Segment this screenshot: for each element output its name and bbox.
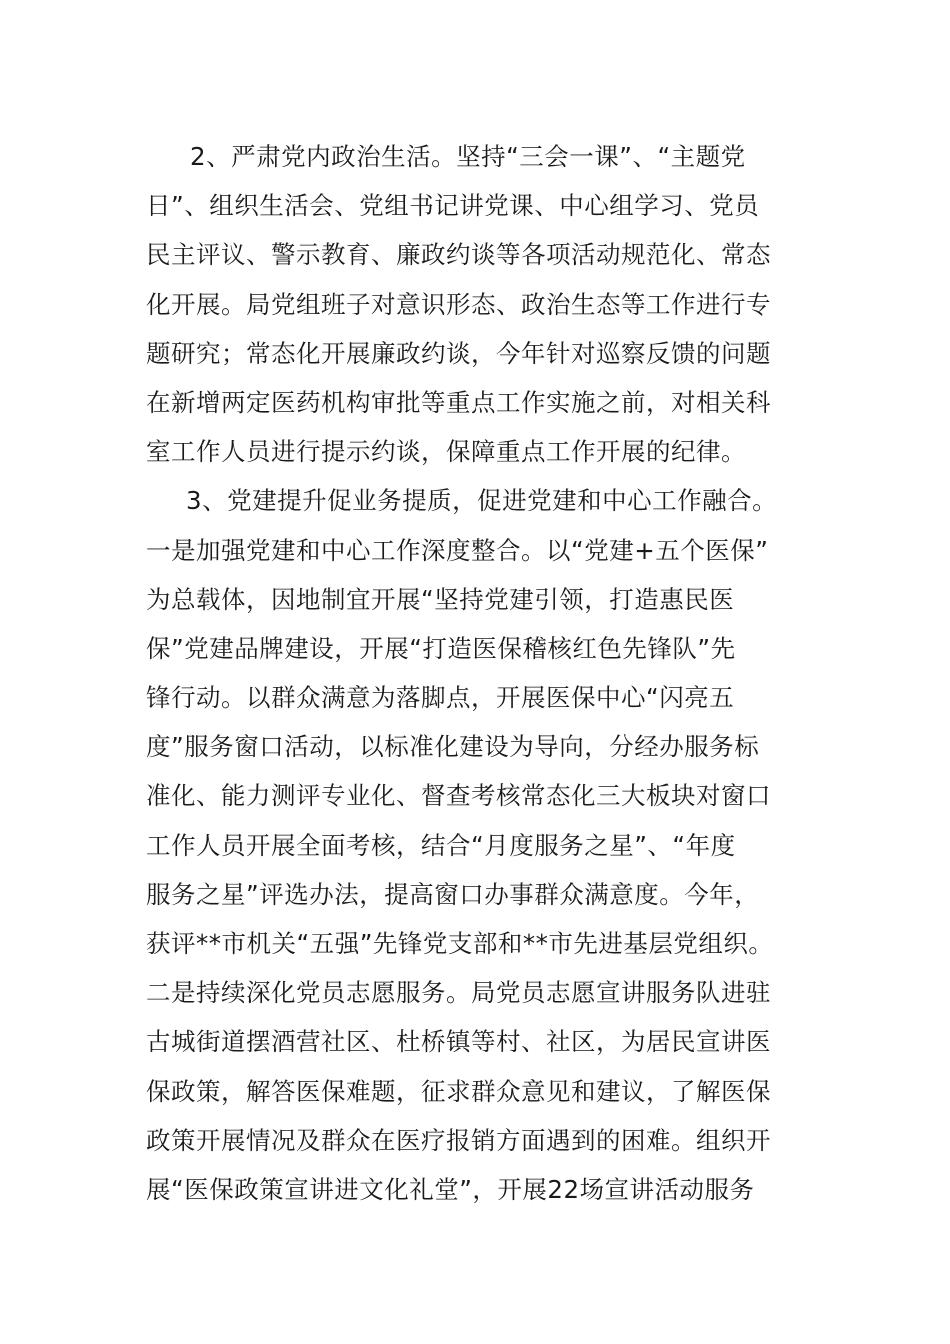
text-line: 在新增两定医药机构审批等重点工作实施之前，对相关科 [146, 387, 771, 417]
text-line: 服务之星”评选办法，提高窗口办事群众满意度。今年， [146, 879, 760, 909]
text-line: 为总载体，因地制宜开展“坚持党建引领，打造惠民医 [146, 584, 735, 614]
text-line: 题研究；常态化开展廉政约谈，今年针对巡察反馈的问题 [146, 338, 771, 368]
document-body [146, 132, 826, 1214]
text-line: 民主评议、警示教育、廉政约谈等各项活动规范化、常态 [146, 240, 771, 270]
text-line: 获评**市机关“五强”先锋党支部和**市先进基层党组织。 [146, 929, 774, 958]
text-line: 度”服务窗口活动，以标准化建设为导向，分经办服务标 [146, 732, 760, 762]
text-line: 化开展。局党组班子对意识形态、政治生态等工作进行专 [146, 289, 771, 319]
text-line: 保”党建品牌建设，开展“打造医保稽核红色先锋队”先 [146, 633, 736, 663]
text-line: 保政策，解答医保难题，征求群众意见和建议，了解医保 [146, 1076, 771, 1106]
text-line: 二是持续深化党员志愿服务。局党员志愿宣讲服务队进驻 [146, 978, 771, 1008]
text-line: 古城街道摆酒营社区、杜桥镇等村、社区，为居民宣讲医 [146, 1027, 771, 1057]
text-line: 工作人员开展全面考核，结合“月度服务之星”、“年度 [146, 830, 736, 860]
text-line: 准化、能力测评专业化、督查考核常态化三大板块对窗口 [146, 781, 771, 811]
text-line: 展“医保政策宣讲进文化礼堂”，开展22场宣讲活动服务 [146, 1174, 755, 1204]
paragraph-3-heading-line: 3、党建提升促业务提质，促进党建和中心工作融合。 [186, 486, 778, 516]
text-line: 政策开展情况及群众在医疗报销方面遇到的困难。组织开 [146, 1125, 771, 1155]
paragraph-2-heading-line: 2、严肃党内政治生活。坚持“三会一课”、“主题党 [190, 142, 746, 171]
text-line: 日”、组织生活会、党组书记讲党课、中心组学习、党员 [146, 191, 760, 221]
text-line: 室工作人员进行提示约谈，保障重点工作开展的纪律。 [146, 437, 746, 467]
text-line: 一是加强党建和中心工作深度整合。以“党建+五个医保” [146, 535, 769, 565]
text-line: 锋行动。以群众满意为落脚点，开展医保中心“闪亮五 [146, 683, 735, 713]
